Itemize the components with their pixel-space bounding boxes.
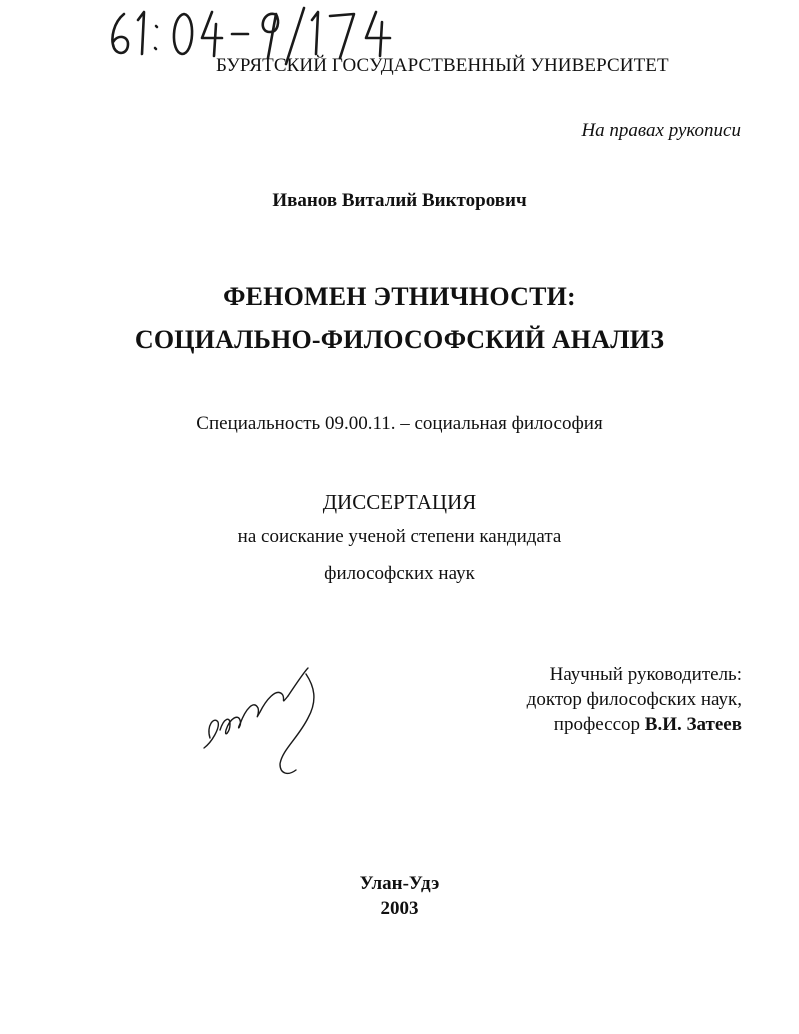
handwritten-signature	[196, 660, 336, 780]
city: Улан-Удэ	[359, 873, 440, 894]
supervisor-position-line	[470, 712, 742, 737]
dissertation-type: ДИССЕРТАЦИЯ	[322, 490, 477, 514]
degree-line-1: на соискание ученой степени кандидата	[237, 526, 562, 547]
supervisor-name: В.И. Затеев	[644, 714, 742, 735]
specialty: Специальность 09.00.11. – социальная философия	[196, 413, 603, 434]
author-name: Иванов Виталий Викторович	[272, 190, 527, 211]
thesis-title-line-2: СОЦИАЛЬНО-ФИЛОСОФСКИЙ АНАЛИЗ	[134, 325, 665, 354]
supervisor-degree: доктор философских наук,	[526, 689, 742, 710]
degree-line-2: философских наук	[324, 563, 475, 584]
manuscript-note: На правах рукописи	[581, 120, 741, 141]
signature-drawing	[196, 660, 336, 780]
thesis-title-line-1: ФЕНОМЕН ЭТНИЧНОСТИ:	[223, 282, 576, 311]
university-name: БУРЯТСКИЙ ГОСУДАРСТВЕННЫЙ УНИВЕРСИТЕТ	[216, 55, 669, 76]
supervisor-role: Научный руководитель:	[549, 664, 742, 685]
year: 2003	[380, 898, 419, 919]
supervisor-position: профессор	[553, 714, 641, 735]
